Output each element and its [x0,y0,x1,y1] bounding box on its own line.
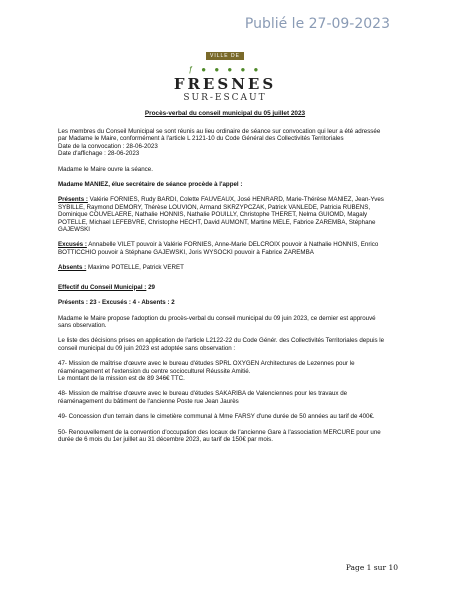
absents-list: Maxime POTELLE, Patrick VERET [87,264,184,272]
absents-label: Absents : [58,264,87,272]
decision-text: 48- Mission de maîtrise d'œuvre avec le bureau d'études SAKARIBA de Valenciennes pour les travaux de réaménagement du bâtiment de l'ancienne Poste rue Jean Jaurès [58,390,348,405]
decision-item [58,413,390,420]
attendance-counts: Présents : 23 - Excusés : 4 - Absents : 2 [58,299,175,307]
decision-text: 47- Mission de maîtrise d'œuvre avec le bureau d'études SPRL OXYGEN Architectures de Lezennes pour le réaménagement et l'extension du centre socioculturel Réussite Amitié. [58,360,355,375]
presents-list: Valérie FORNIES, Rudy BARDI, Colette FAUVEAUX, José HENRARD, Marie-Thérèse MANIEZ, Jean-Yves SYBILLE, Raymond DEMORY, Thérèse LOUVION, Armand SKRZYPCZAK, Patrick VANLEDE, Patricia RUBENS, Dominique COUVELAERE, Nathalie HONNIS, Nathalie POUILLY, Christophe THERET, Nelma GUIOMD, Magaly POTELLE, Michael LEFEBVRE, Christophe HECHT, David AUMONT, Martine MELE, Fabrice ZAREMBA, Stéphane GAJEWSKI [58,196,384,234]
presents-paragraph [58,196,390,233]
secretary-line: Madame MANIEZ, élue secrétaire de séance procède à l'appel : [58,181,243,189]
town-logo [0,44,450,103]
decision-item [58,390,390,405]
posting-date: Date d'affichage : 28-06-2023 [58,150,140,158]
logo-decoration: ƒ ● ● ● ● ● [188,65,262,74]
effectif-line [58,284,390,291]
decision-text: 49- Concession d'un terrain dans le cimetière communal à Mme FARSY d'une durée de 50 années au tarif de 400€. [58,413,375,421]
intro-text: Les membres du Conseil Municipal se sont réunis au lieu ordinaire de séance sur convocation qui leur a été adressée par Madame le Maire, conformément à l'article L 2121-10 du Code Général des Collectivités Territoriales [58,128,381,143]
excuses-list: Annabelle VILET pouvoir à Valérie FORNIES, Anne-Marie DELCROIX pouvoir à Nathalie HONNIS, Enrico BOTTICCHIO pouvoir à Stéphane GAJEWSKI, Joris WYSOCKI pouvoir à Fabrice ZAREMBA [58,241,379,256]
decision-item [58,360,390,382]
decision-item [58,429,390,444]
opening-line: Madame le Maire ouvre la séance. [58,165,153,173]
adoption-paragraph: Madame le Maire propose l'adoption du procès-verbal du conseil municipal du 09 juin 2023, ce dernier est approuvé sans observation. [58,314,376,329]
excuses-paragraph [58,241,390,256]
effectif-value: 29 [148,283,155,291]
presents-label: Présents : [58,196,88,204]
absents-paragraph [58,264,390,271]
logo-subtitle: SUR-ESCAUT [183,93,267,103]
decision-text: 50- Renouvellement de la convention d'occupation des locaux de l'ancienne Gare à l'association MERCURE pour une durée de 6 mois du 1er juillet au 31 décembre 2023, au tarif de 150€ par mois. [58,428,381,443]
document-body [58,128,390,451]
logo-banner: VILLE DE [206,52,244,60]
intro-block [58,128,390,158]
logo-town-name: FRESNES [173,75,277,93]
excuses-label: Excusés : [58,241,87,249]
decisions-intro: Le liste des décisions prises en application de l'article L2122-22 du Code Génér. des Collectivités Territoriales depuis le conseil municipal du 09 juin 2023 est adoptée sans observation : [58,337,385,352]
published-date: Publié le 27-09-2023 [244,16,390,32]
effectif-label: Effectif du Conseil Municipal : [58,283,147,291]
page-number: Page 1 sur 10 [345,563,398,572]
decision-amount: Le montant de la mission est de 89 346€ TTC. [58,374,185,382]
convocation-date: Date de la convocation : 28-06-2023 [58,142,158,150]
document-title: Procès-verbal du conseil municipal du 05 juillet 2023 [144,110,306,117]
